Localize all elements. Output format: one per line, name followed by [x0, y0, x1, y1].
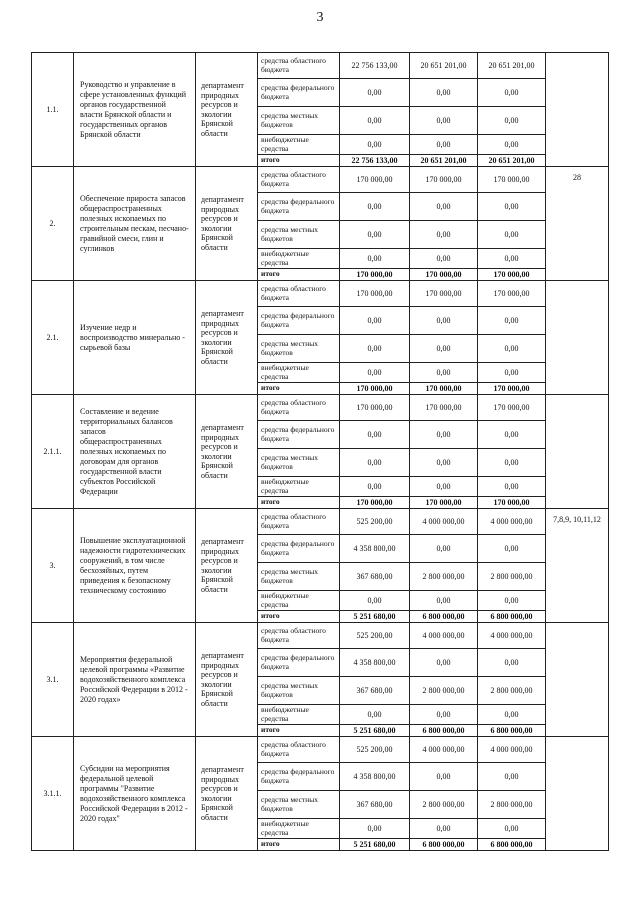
funding-source: итого	[258, 155, 340, 167]
table-row	[32, 737, 609, 763]
amount-year-1: 0,00	[340, 335, 410, 363]
funding-source: средства местных бюджетов	[258, 791, 340, 819]
indicator-numbers: 28	[546, 167, 609, 281]
amount-year-3: 0,00	[478, 477, 546, 497]
amount-year-2: 4 000 000,00	[410, 509, 478, 535]
funding-source: внебюджетные средства	[258, 249, 340, 269]
amount-year-2: 0,00	[410, 591, 478, 611]
amount-year-1: 0,00	[340, 421, 410, 449]
amount-year-3: 0,00	[478, 449, 546, 477]
amount-year-3: 20 651 201,00	[478, 155, 546, 167]
amount-year-3: 0,00	[478, 763, 546, 791]
funding-source: итого	[258, 611, 340, 623]
amount-year-2: 0,00	[410, 535, 478, 563]
amount-year-2: 2 800 000,00	[410, 563, 478, 591]
indicator-numbers	[546, 53, 609, 167]
amount-year-3: 0,00	[478, 107, 546, 135]
amount-year-2: 0,00	[410, 477, 478, 497]
amount-year-2: 20 651 201,00	[410, 53, 478, 79]
amount-year-2: 0,00	[410, 221, 478, 249]
amount-year-3: 4 000 000,00	[478, 737, 546, 763]
funding-source: средства местных бюджетов	[258, 563, 340, 591]
amount-year-3: 0,00	[478, 705, 546, 725]
amount-year-1: 367 680,00	[340, 791, 410, 819]
amount-year-1: 170 000,00	[340, 167, 410, 193]
amount-year-3: 0,00	[478, 421, 546, 449]
funding-source: средства местных бюджетов	[258, 335, 340, 363]
funding-source: средства федерального бюджета	[258, 307, 340, 335]
funding-source: средства местных бюджетов	[258, 677, 340, 705]
indicator-numbers	[546, 395, 609, 509]
table-row	[32, 167, 609, 193]
amount-year-2: 0,00	[410, 135, 478, 155]
funding-source: средства местных бюджетов	[258, 221, 340, 249]
measure-name: Составление и ведение территориальных балансов запасов общераспространенных полезных ископаемых по договорам для органов государственной власти субъектов Российской Федерации	[74, 395, 196, 509]
amount-year-1: 0,00	[340, 249, 410, 269]
amount-year-2: 0,00	[410, 249, 478, 269]
amount-year-1: 525 200,00	[340, 509, 410, 535]
funding-source: средства областного бюджета	[258, 509, 340, 535]
amount-year-1: 0,00	[340, 591, 410, 611]
table-row	[32, 623, 609, 649]
funding-source: внебюджетные средства	[258, 705, 340, 725]
amount-year-1: 0,00	[340, 705, 410, 725]
amount-year-2: 6 800 000,00	[410, 839, 478, 851]
amount-year-1: 0,00	[340, 363, 410, 383]
funding-source: средства областного бюджета	[258, 737, 340, 763]
amount-year-2: 170 000,00	[410, 395, 478, 421]
amount-year-1: 0,00	[340, 449, 410, 477]
group-number: 3.	[32, 509, 74, 623]
amount-year-1: 170 000,00	[340, 497, 410, 509]
amount-year-1: 22 756 133,00	[340, 53, 410, 79]
executor-name: департамент природных ресурсов и экологии Брянской области	[196, 737, 258, 851]
amount-year-2: 170 000,00	[410, 383, 478, 395]
table-row	[32, 509, 609, 535]
indicator-numbers: 7,8,9, 10,11,12	[546, 509, 609, 623]
amount-year-1: 170 000,00	[340, 281, 410, 307]
executor-name: департамент природных ресурсов и экологии Брянской области	[196, 53, 258, 167]
amount-year-1: 0,00	[340, 193, 410, 221]
funding-source: средства федерального бюджета	[258, 79, 340, 107]
measure-name: Повышение эксплуатационной надежности гидротехнических сооружений, в том числе бесхозяйных, путем приведения к безопасному техническому состоянию	[74, 509, 196, 623]
amount-year-3: 6 800 000,00	[478, 725, 546, 737]
executor-name: департамент природных ресурсов и экологии Брянской области	[196, 395, 258, 509]
amount-year-2: 4 000 000,00	[410, 623, 478, 649]
amount-year-1: 367 680,00	[340, 677, 410, 705]
amount-year-2: 2 800 000,00	[410, 791, 478, 819]
group-number: 2.1.1.	[32, 395, 74, 509]
amount-year-3: 6 800 000,00	[478, 839, 546, 851]
amount-year-2: 170 000,00	[410, 281, 478, 307]
funding-source: итого	[258, 725, 340, 737]
executor-name: департамент природных ресурсов и экологии Брянской области	[196, 623, 258, 737]
funding-source: средства местных бюджетов	[258, 107, 340, 135]
amount-year-3: 0,00	[478, 335, 546, 363]
measure-name: Обеспечение прироста запасов общераспространенных полезных ископаемых по строительным пескам, песчано-гравийной смеси, глин и суглинков	[74, 167, 196, 281]
amount-year-2: 4 000 000,00	[410, 737, 478, 763]
amount-year-3: 0,00	[478, 79, 546, 107]
amount-year-3: 4 000 000,00	[478, 509, 546, 535]
executor-name: департамент природных ресурсов и экологии Брянской области	[196, 509, 258, 623]
indicator-numbers	[546, 623, 609, 737]
amount-year-3: 4 000 000,00	[478, 623, 546, 649]
table-row	[32, 53, 609, 79]
amount-year-1: 367 680,00	[340, 563, 410, 591]
funding-source: итого	[258, 839, 340, 851]
amount-year-1: 22 756 133,00	[340, 155, 410, 167]
amount-year-3: 0,00	[478, 193, 546, 221]
amount-year-1: 0,00	[340, 819, 410, 839]
amount-year-1: 4 358 800,00	[340, 763, 410, 791]
funding-source: внебюджетные средства	[258, 591, 340, 611]
amount-year-2: 170 000,00	[410, 167, 478, 193]
amount-year-2: 0,00	[410, 79, 478, 107]
funding-source: средства областного бюджета	[258, 395, 340, 421]
amount-year-1: 0,00	[340, 135, 410, 155]
measure-name: Руководство и управление в сфере установленных функций органов государственной власти Брянской области и государственных органов Брянской области	[74, 53, 196, 167]
amount-year-2: 0,00	[410, 193, 478, 221]
funding-source: итого	[258, 497, 340, 509]
funding-source: средства областного бюджета	[258, 167, 340, 193]
amount-year-3: 170 000,00	[478, 395, 546, 421]
amount-year-3: 0,00	[478, 221, 546, 249]
amount-year-2: 0,00	[410, 649, 478, 677]
funding-source: средства местных бюджетов	[258, 449, 340, 477]
amount-year-3: 2 800 000,00	[478, 791, 546, 819]
amount-year-1: 5 251 680,00	[340, 725, 410, 737]
amount-year-2: 0,00	[410, 335, 478, 363]
table-row	[32, 395, 609, 421]
measure-name: Изучение недр и воспроизводство минерально - сырьевой базы	[74, 281, 196, 395]
amount-year-3: 170 000,00	[478, 383, 546, 395]
amount-year-3: 0,00	[478, 649, 546, 677]
budget-table	[31, 52, 609, 851]
amount-year-3: 170 000,00	[478, 497, 546, 509]
table-row	[32, 281, 609, 307]
amount-year-3: 2 800 000,00	[478, 563, 546, 591]
group-number: 1.1.	[32, 53, 74, 167]
amount-year-3: 20 651 201,00	[478, 53, 546, 79]
indicator-numbers	[546, 737, 609, 851]
indicator-numbers	[546, 281, 609, 395]
funding-source: внебюджетные средства	[258, 819, 340, 839]
amount-year-3: 0,00	[478, 363, 546, 383]
amount-year-2: 2 800 000,00	[410, 677, 478, 705]
measure-name: Мероприятия федеральной целевой программы «Развитие водохозяйственного комплекса Российской Федерации в 2012 - 2020 годах»	[74, 623, 196, 737]
funding-source: внебюджетные средства	[258, 363, 340, 383]
funding-source: средства областного бюджета	[258, 623, 340, 649]
measure-name: Субсидии на мероприятия федеральной целевой программы "Развитие водохозяйственного комплекса Российской Федерации в 2012 - 2020 годах"	[74, 737, 196, 851]
amount-year-1: 0,00	[340, 221, 410, 249]
funding-source: средства областного бюджета	[258, 281, 340, 307]
amount-year-1: 5 251 680,00	[340, 611, 410, 623]
amount-year-2: 0,00	[410, 763, 478, 791]
amount-year-1: 170 000,00	[340, 269, 410, 281]
amount-year-3: 0,00	[478, 135, 546, 155]
page-number: 3	[316, 10, 324, 25]
group-number: 3.1.1.	[32, 737, 74, 851]
amount-year-1: 525 200,00	[340, 623, 410, 649]
amount-year-1: 0,00	[340, 307, 410, 335]
amount-year-2: 0,00	[410, 819, 478, 839]
executor-name: департамент природных ресурсов и экологии Брянской области	[196, 281, 258, 395]
funding-source: внебюджетные средства	[258, 135, 340, 155]
amount-year-1: 5 251 680,00	[340, 839, 410, 851]
amount-year-3: 0,00	[478, 535, 546, 563]
amount-year-2: 20 651 201,00	[410, 155, 478, 167]
amount-year-3: 0,00	[478, 307, 546, 335]
amount-year-1: 4 358 800,00	[340, 535, 410, 563]
amount-year-1: 0,00	[340, 79, 410, 107]
amount-year-2: 0,00	[410, 307, 478, 335]
amount-year-2: 6 800 000,00	[410, 611, 478, 623]
amount-year-3: 0,00	[478, 819, 546, 839]
funding-source: средства федерального бюджета	[258, 763, 340, 791]
funding-source: итого	[258, 269, 340, 281]
amount-year-3: 0,00	[478, 249, 546, 269]
amount-year-2: 6 800 000,00	[410, 725, 478, 737]
group-number: 2.	[32, 167, 74, 281]
executor-name: департамент природных ресурсов и экологии Брянской области	[196, 167, 258, 281]
amount-year-3: 2 800 000,00	[478, 677, 546, 705]
group-number: 2.1.	[32, 281, 74, 395]
funding-source: внебюджетные средства	[258, 477, 340, 497]
amount-year-3: 0,00	[478, 591, 546, 611]
amount-year-1: 4 358 800,00	[340, 649, 410, 677]
amount-year-3: 170 000,00	[478, 167, 546, 193]
amount-year-2: 0,00	[410, 449, 478, 477]
amount-year-1: 0,00	[340, 107, 410, 135]
amount-year-2: 0,00	[410, 421, 478, 449]
table-body	[32, 53, 609, 851]
funding-source: средства областного бюджета	[258, 53, 340, 79]
funding-source: средства федерального бюджета	[258, 193, 340, 221]
funding-source: средства федерального бюджета	[258, 535, 340, 563]
funding-source: итого	[258, 383, 340, 395]
amount-year-1: 0,00	[340, 477, 410, 497]
amount-year-1: 170 000,00	[340, 383, 410, 395]
amount-year-1: 170 000,00	[340, 395, 410, 421]
amount-year-1: 525 200,00	[340, 737, 410, 763]
amount-year-3: 170 000,00	[478, 269, 546, 281]
amount-year-2: 170 000,00	[410, 269, 478, 281]
amount-year-3: 170 000,00	[478, 281, 546, 307]
funding-source: средства федерального бюджета	[258, 649, 340, 677]
funding-source: средства федерального бюджета	[258, 421, 340, 449]
amount-year-2: 170 000,00	[410, 497, 478, 509]
amount-year-2: 0,00	[410, 107, 478, 135]
amount-year-2: 0,00	[410, 705, 478, 725]
group-number: 3.1.	[32, 623, 74, 737]
amount-year-3: 6 800 000,00	[478, 611, 546, 623]
amount-year-2: 0,00	[410, 363, 478, 383]
